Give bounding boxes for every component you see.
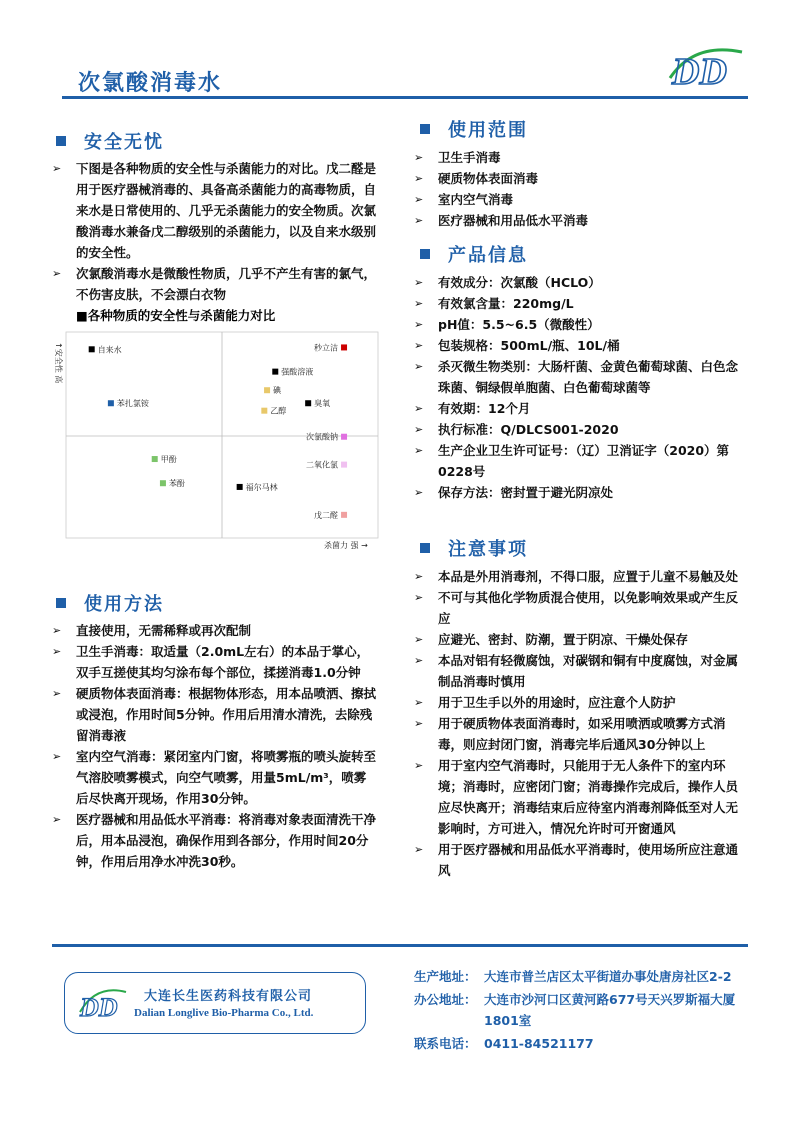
list-item: ➢ 用于硬质物体表面消毒时，如采用喷洒或喷雾方式消毒，则应封闭门窗，消毒完毕后通风30分钟以上 xyxy=(408,713,748,755)
arrow-bullet-icon: ➢ xyxy=(414,214,424,227)
section-heading-usage xyxy=(56,590,164,616)
chart-point-label: 秒立洁 xyxy=(314,343,339,353)
contact-row-office: 办公地址： 大连市沙河口区黄河路677号天兴罗斯福大厦1801室 xyxy=(414,992,736,1028)
usage-list xyxy=(46,620,378,872)
arrow-bullet-icon: ➢ xyxy=(52,624,62,637)
chart-point-marker xyxy=(261,408,267,414)
chart-point-marker xyxy=(341,434,347,440)
safety-power-chart xyxy=(56,330,386,550)
arrow-bullet-icon: ➢ xyxy=(414,276,424,289)
arrow-bullet-icon: ➢ xyxy=(52,645,62,658)
list-item: ➢ 有效成分：次氯酸（HCLO） xyxy=(408,272,748,293)
svg-text:DD: DD xyxy=(672,51,727,93)
footer-divider xyxy=(52,944,748,947)
arrow-bullet-icon: ➢ xyxy=(52,162,62,175)
notes-list xyxy=(408,566,748,881)
arrow-bullet-icon: ➢ xyxy=(414,172,424,185)
company-name-cn: 大连长生医药科技有限公司 xyxy=(144,989,313,1004)
list-item: ➢ 卫生手消毒：取适量（2.0mL左右）的本品于掌心，双手互搓使其均匀涂布每个部位，揉搓消毒1.0分钟 xyxy=(46,641,378,683)
list-item: ➢ 用于医疗器械和用品低水平消毒时，使用场所应注意通风 xyxy=(408,839,748,881)
contact-row-production: 生产地址： 大连市普兰店区太平街道办事处唐房社区2-2 xyxy=(414,969,732,984)
section-heading-safety xyxy=(56,128,164,154)
chart-point-marker xyxy=(160,480,166,486)
svg-text:DD: DD xyxy=(80,993,118,1022)
chart-point-marker xyxy=(89,346,95,352)
chart-point-label: 戊二醛 xyxy=(314,510,339,520)
arrow-bullet-icon: ➢ xyxy=(414,591,424,604)
arrow-bullet-icon: ➢ xyxy=(414,151,424,164)
list-item: ➢ 室内空气消毒：紧闭室内门窗，将喷雾瓶的喷头旋转至气溶胶喷雾模式，向空气喷雾，用量5mL/m³，喷雾后尽快离开现场，作用30分钟。 xyxy=(46,746,378,809)
heading-square-icon xyxy=(420,124,430,134)
list-item: ➢ 用于卫生手以外的用途时，应注意个人防护 xyxy=(408,692,748,713)
arrow-bullet-icon: ➢ xyxy=(52,687,62,700)
chart-point-label: 福尔马林 xyxy=(245,482,278,492)
arrow-bullet-icon: ➢ xyxy=(414,297,424,310)
arrow-bullet-icon: ➢ xyxy=(414,444,424,457)
section-heading-product xyxy=(420,241,528,267)
heading-square-icon xyxy=(420,249,430,259)
heading-text: 注意事项 xyxy=(448,539,528,560)
arrow-bullet-icon: ➢ xyxy=(414,193,424,206)
chart-point-label: 次氯酸钠 xyxy=(306,432,339,442)
chart-point-marker xyxy=(272,369,278,375)
list-item: ➢ 卫生手消毒 xyxy=(408,147,748,168)
chart-point-marker xyxy=(152,456,158,462)
company-name-en: Dalian Longlive Bio-Pharma Co., Ltd. xyxy=(134,1007,314,1019)
list-item: ➢ 不可与其他化学物质混合使用，以免影响效果或产生反应 xyxy=(408,587,748,629)
scope-list xyxy=(408,147,748,231)
chart-point-marker xyxy=(305,400,311,406)
arrow-bullet-icon: ➢ xyxy=(414,843,424,856)
arrow-bullet-icon: ➢ xyxy=(414,339,424,352)
arrow-bullet-icon: ➢ xyxy=(414,654,424,667)
arrow-bullet-icon: ➢ xyxy=(414,759,424,772)
list-item: ➢ 室内空气消毒 xyxy=(408,189,748,210)
product-list xyxy=(408,272,748,503)
company-logo-small-icon xyxy=(76,982,130,1022)
chart-point-marker xyxy=(341,462,347,468)
list-item: ➢ 有效氯含量：220mg/L xyxy=(408,293,748,314)
heading-text: 使用范围 xyxy=(448,120,528,141)
chart-point-label: 强酸溶液 xyxy=(281,367,314,377)
chart-point-label: 乙醇 xyxy=(270,406,287,416)
heading-text: 使用方法 xyxy=(84,594,164,615)
y-axis-label: ↑安全性 高 xyxy=(54,342,63,384)
arrow-bullet-icon: ➢ xyxy=(414,360,424,373)
heading-text: 安全无忧 xyxy=(84,132,164,153)
list-item: ➢ 医疗器械和用品低水平消毒：将消毒对象表面清洗干净后，用本品浸泡，确保作用到各部分，作用时间20分钟，作用后用净水冲洗30秒。 xyxy=(46,809,378,872)
list-item: ➢ 保存方法：密封置于避光阴凉处 xyxy=(408,482,748,503)
chart-point-marker xyxy=(237,484,243,490)
list-item: ➢ 下图是各种物质的安全性与杀菌能力的对比。戊二醛是用于医疗器械消毒的、具备高杀菌能力的高毒物质，自来水是日常使用的、几乎无杀菌能力的安全物质。次氯酸消毒水兼备戊二醇级别的杀菌能力，以及自来水级别的安全性。 xyxy=(46,158,378,263)
list-item: ➢ pH值：5.5~6.5（微酸性） xyxy=(408,314,748,335)
heading-text: 产品信息 xyxy=(448,245,528,266)
arrow-bullet-icon: ➢ xyxy=(414,402,424,415)
list-item: ➢ 硬质物体表面消毒：根据物体形态，用本品喷洒、擦拭或浸泡，作用时间5分钟。作用后用清水清洗，去除残留消毒液 xyxy=(46,683,378,746)
chart-point-label: 碘 xyxy=(273,386,282,396)
list-item: ➢ 杀灭微生物类别：大肠杆菌、金黄色葡萄球菌、白色念珠菌、铜绿假单胞菌、白色葡萄球菌等 xyxy=(408,356,748,398)
list-item: ➢ 硬质物体表面消毒 xyxy=(408,168,748,189)
chart-caption: ■各种物质的安全性与杀菌能力对比 xyxy=(76,308,276,323)
x-axis-label: 杀菌力 强 → xyxy=(324,541,368,550)
chart-point-label: 二氧化氯 xyxy=(306,460,339,470)
list-item: ➢ 应避光、密封、防潮，置于阴凉、干燥处保存 xyxy=(408,629,748,650)
chart-point-marker xyxy=(108,400,114,406)
list-item: ➢ 生产企业卫生许可证号：（辽）卫消证字（2020）第0228号 xyxy=(408,440,748,482)
list-item: ➢ 直接使用，无需稀释或再次配制 xyxy=(46,620,378,641)
arrow-bullet-icon: ➢ xyxy=(414,318,424,331)
safety-list xyxy=(46,158,378,305)
chart-points xyxy=(89,342,347,519)
list-item: ➢ 执行标准：Q/DLCS001-2020 xyxy=(408,419,748,440)
chart-point-label: 自来水 xyxy=(97,345,122,355)
heading-square-icon xyxy=(56,136,66,146)
list-item: ➢ 有效期：12个月 xyxy=(408,398,748,419)
heading-square-icon xyxy=(56,598,66,608)
list-item: ➢ 用于室内空气消毒时，只能用于无人条件下的室内环境；消毒时，应密闭门窗；消毒操作完成后，操作人员应尽快离开；消毒结束后应待室内消毒剂降低至对人无影响时，方可进入，情况允许时可开窗通风 xyxy=(408,755,748,839)
chart-point-marker xyxy=(264,387,270,393)
section-heading-scope xyxy=(420,116,528,142)
chart-point-label: 苯酚 xyxy=(168,479,185,489)
contact-block xyxy=(414,966,750,1054)
list-item: ➢ 本品是外用消毒剂，不得口服，应置于儿童不易触及处 xyxy=(408,566,748,587)
page-title: 次氯酸消毒水 xyxy=(78,71,223,96)
chart-point-label: 苯扎氯铵 xyxy=(116,399,149,409)
arrow-bullet-icon: ➢ xyxy=(414,570,424,583)
contact-row-phone: 联系电话： 0411-84521177 xyxy=(414,1036,594,1051)
heading-square-icon xyxy=(420,543,430,553)
section-heading-notes xyxy=(420,535,528,561)
arrow-bullet-icon: ➢ xyxy=(414,423,424,436)
chart-point-label: 甲酚 xyxy=(160,455,177,465)
arrow-bullet-icon: ➢ xyxy=(414,486,424,499)
header-divider xyxy=(62,96,748,99)
arrow-bullet-icon: ➢ xyxy=(52,813,62,826)
list-item: ➢ 本品对铝有轻微腐蚀，对碳钢和铜有中度腐蚀，对金属制品消毒时慎用 xyxy=(408,650,748,692)
company-logo-icon xyxy=(664,38,748,92)
list-item: ➢ 包装规格：500mL/瓶、10L/桶 xyxy=(408,335,748,356)
list-item: ➢ 医疗器械和用品低水平消毒 xyxy=(408,210,748,231)
list-item: ➢ 次氯酸消毒水是微酸性物质，几乎不产生有害的氯气，不伤害皮肤，不会漂白衣物 xyxy=(46,263,378,305)
arrow-bullet-icon: ➢ xyxy=(414,696,424,709)
chart-point-marker xyxy=(341,344,347,350)
arrow-bullet-icon: ➢ xyxy=(52,750,62,763)
chart-point-label: 臭氧 xyxy=(314,399,331,409)
arrow-bullet-icon: ➢ xyxy=(414,633,424,646)
arrow-bullet-icon: ➢ xyxy=(414,717,424,730)
chart-point-marker xyxy=(341,512,347,518)
arrow-bullet-icon: ➢ xyxy=(52,267,62,280)
